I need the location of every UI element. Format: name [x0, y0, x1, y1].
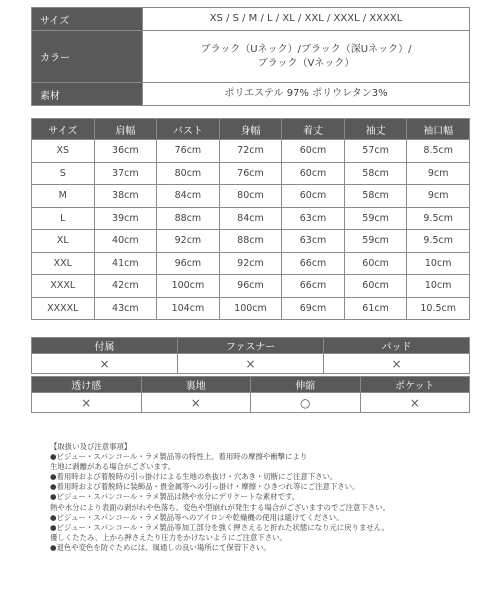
table-cell: 60cm — [282, 140, 345, 163]
table-cell: 9.5cm — [407, 207, 470, 230]
note-line: 生地に剥離がある場合がございます。 — [50, 462, 176, 472]
note-line: ●ビジュー・スパンコール・ラメ製品等へのアイロンや乾燥機の使用は避けてください。 — [50, 512, 344, 522]
table-cell: 58cm — [344, 185, 407, 208]
stretch-value: ○ — [251, 393, 361, 413]
sheerness-header: 透け感 — [32, 377, 142, 393]
notes-title: 【取扱い及び注意事項】 — [50, 442, 132, 451]
size-header-row — [32, 119, 470, 140]
table-cell: 60cm — [282, 185, 345, 208]
table-cell: 84cm — [219, 207, 282, 230]
table-cell: 69cm — [282, 297, 345, 320]
table-cell: 96cm — [157, 252, 220, 275]
table-cell: 36cm — [94, 140, 157, 163]
color-value-line2: ブラック（Vネック） — [257, 57, 355, 69]
sheerness-value: × — [32, 393, 142, 413]
note-line: ●ビジュー・スパンコール・ラメ製品等加工部分を強く押さえると折れた状態になり元に戻りません。 — [50, 522, 389, 532]
table-cell: XS — [32, 140, 95, 163]
size-header-cell: 身幅 — [219, 119, 282, 140]
table-cell: 61cm — [344, 297, 407, 320]
table-row — [32, 275, 470, 298]
table-cell: XL — [32, 230, 95, 253]
attributes-header-row — [32, 338, 470, 354]
table-cell: 42cm — [94, 275, 157, 298]
table-cell: 80cm — [157, 162, 220, 185]
note-line: ●着用時および着脱時の引っ掛けによる生地の糸抜け・穴あき・切断にご注意下さい。 — [50, 472, 338, 482]
table-cell: 9.5cm — [407, 230, 470, 253]
note-line: ●ビジュー・スパンコール・ラメ製品等の特性上、着用時の摩擦や衝撃により — [50, 452, 308, 462]
table-cell: 59cm — [344, 207, 407, 230]
size-header-cell: サイズ — [32, 119, 95, 140]
table-cell: 9cm — [407, 185, 470, 208]
table-cell: 39cm — [94, 207, 157, 230]
size-header-cell: 袖丈 — [344, 119, 407, 140]
table-row — [32, 252, 470, 275]
table-row — [32, 297, 470, 320]
table-cell: 104cm — [157, 297, 220, 320]
table-cell: 8.5cm — [407, 140, 470, 163]
table-cell: 63cm — [282, 230, 345, 253]
color-label: カラー — [32, 31, 143, 83]
info-row-material — [32, 83, 470, 106]
pocket-header: ポケット — [360, 377, 470, 393]
table-cell: 66cm — [282, 252, 345, 275]
attributes-value-row — [32, 393, 470, 413]
table-cell: 58cm — [344, 162, 407, 185]
info-row-size — [32, 8, 470, 31]
table-cell: 76cm — [157, 140, 220, 163]
product-info-table — [31, 7, 470, 106]
lining-value: × — [141, 393, 251, 413]
table-cell: 10cm — [407, 275, 470, 298]
table-cell: 59cm — [344, 230, 407, 253]
table-cell: XXL — [32, 252, 95, 275]
material-label: 素材 — [32, 83, 143, 106]
table-cell: 60cm — [344, 275, 407, 298]
table-row — [32, 185, 470, 208]
table-cell: 9cm — [407, 162, 470, 185]
attributes-header-row — [32, 377, 470, 393]
note-line: 熱や水分により表面の剥がれや色落ち、変色や型崩れが発生する場合がございますのでご注意下さい。 — [50, 502, 390, 512]
note-line: ●ビジュー・スパンコール・ラメ製品は熱や水分にデリケートな素材です。 — [50, 492, 300, 502]
accessory-header: 付属 — [32, 338, 178, 354]
note-line: 優しくたたみ、上から押さえたり圧力をかけないようにご注意下さい。 — [50, 532, 287, 542]
table-row — [32, 230, 470, 253]
pad-header: パッド — [324, 338, 470, 354]
attributes-value-row — [32, 354, 470, 374]
table-cell: 80cm — [219, 185, 282, 208]
table-cell: L — [32, 207, 95, 230]
size-header-cell: バスト — [157, 119, 220, 140]
attributes-table-1 — [31, 337, 470, 374]
color-value — [143, 31, 470, 83]
info-row-color — [32, 31, 470, 83]
table-cell: XXXXL — [32, 297, 95, 320]
table-cell: XXXL — [32, 275, 95, 298]
table-cell: 60cm — [282, 162, 345, 185]
accessory-value: × — [32, 354, 178, 374]
table-cell: 72cm — [219, 140, 282, 163]
attributes-table-2 — [31, 376, 470, 413]
table-cell: 40cm — [94, 230, 157, 253]
table-cell: 76cm — [219, 162, 282, 185]
table-cell: 92cm — [157, 230, 220, 253]
lining-header: 裏地 — [141, 377, 251, 393]
table-cell: 41cm — [94, 252, 157, 275]
size-table-body — [32, 140, 470, 320]
table-cell: 63cm — [282, 207, 345, 230]
zipper-value: × — [178, 354, 324, 374]
table-cell: 92cm — [219, 252, 282, 275]
table-cell: 10.5cm — [407, 297, 470, 320]
care-notes — [50, 442, 490, 553]
size-header-cell: 肩幅 — [94, 119, 157, 140]
table-cell: 84cm — [157, 185, 220, 208]
size-label: サイズ — [32, 8, 143, 31]
pad-value: × — [324, 354, 470, 374]
table-cell: 88cm — [219, 230, 282, 253]
table-cell: 60cm — [344, 252, 407, 275]
table-cell: 66cm — [282, 275, 345, 298]
table-cell: 37cm — [94, 162, 157, 185]
table-cell: 88cm — [157, 207, 220, 230]
size-header-cell: 袖口幅 — [407, 119, 470, 140]
pocket-value: × — [360, 393, 470, 413]
table-cell: 100cm — [157, 275, 220, 298]
size-chart-table — [31, 118, 470, 320]
table-cell: 57cm — [344, 140, 407, 163]
size-header-cell: 着丈 — [282, 119, 345, 140]
material-value: ポリエステル 97% ポリウレタン3% — [143, 83, 470, 106]
color-value-line1: ブラック（Uネック）/ブラック（深Uネック）/ — [200, 43, 412, 55]
table-cell: 96cm — [219, 275, 282, 298]
table-cell: 10cm — [407, 252, 470, 275]
table-cell: S — [32, 162, 95, 185]
table-row — [32, 207, 470, 230]
table-cell: 43cm — [94, 297, 157, 320]
table-cell: 100cm — [219, 297, 282, 320]
size-value: XS / S / M / L / XL / XXL / XXXL / XXXXL — [143, 8, 470, 31]
table-row — [32, 140, 470, 163]
table-row — [32, 162, 470, 185]
stretch-header: 伸縮 — [251, 377, 361, 393]
zipper-header: ファスナー — [178, 338, 324, 354]
note-line: ●着用時および着脱時に装飾品・貴金属等への引っ掛け・摩擦・ひきつれ等にご注意下さい。 — [50, 482, 360, 492]
table-cell: M — [32, 185, 95, 208]
note-line: ●退色や変色を防ぐためには、風通しの良い場所にて保管下さい。 — [50, 542, 271, 552]
table-cell: 38cm — [94, 185, 157, 208]
